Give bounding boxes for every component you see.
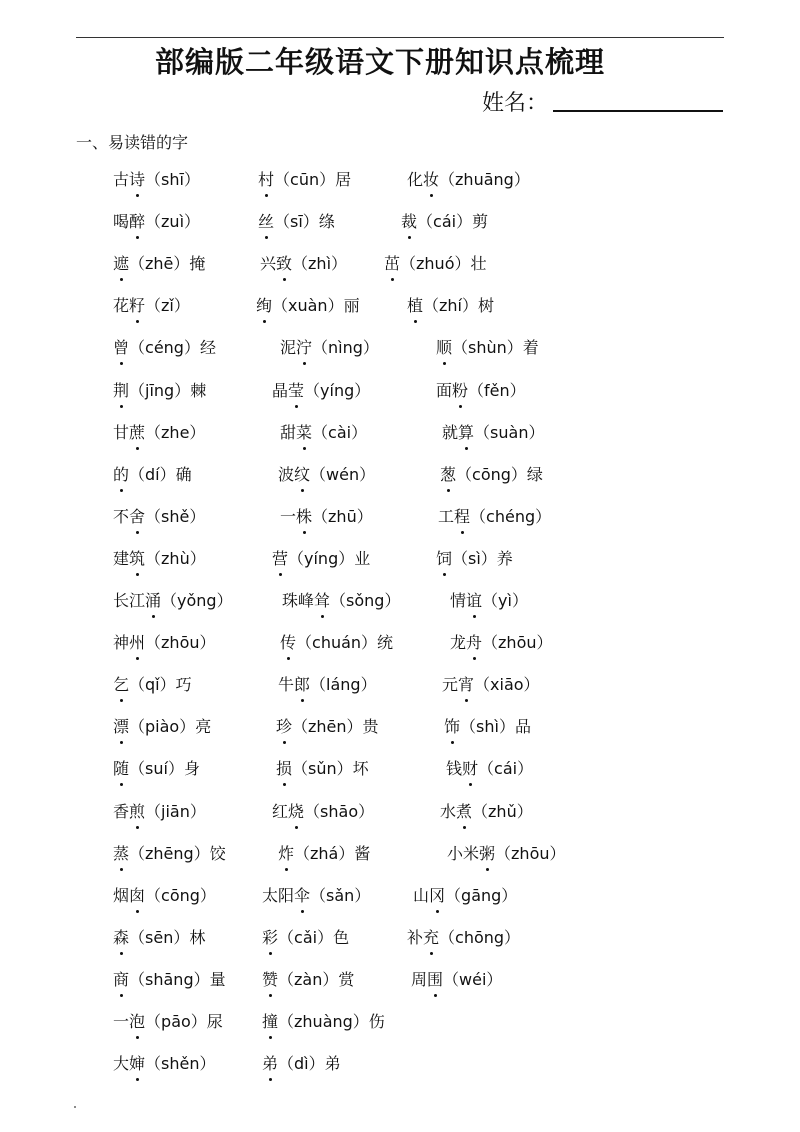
- marked-character: 蔗: [129, 423, 146, 442]
- word-prefix: 周: [411, 970, 428, 989]
- pinyin-annotation: （suàn）: [474, 423, 545, 442]
- word-entry: [262, 927, 349, 949]
- pinyin-annotation: （sǒng）: [330, 591, 401, 610]
- word-entry: [280, 337, 379, 359]
- word-entry: [407, 295, 494, 317]
- pinyin-annotation: （chōng）: [439, 928, 521, 947]
- word-entry: [113, 590, 233, 612]
- pinyin-annotation: （dì）弟: [278, 1054, 341, 1073]
- marked-character: 饰: [444, 717, 461, 736]
- marked-character: 传: [280, 633, 297, 652]
- pinyin-annotation: （nìng）: [312, 338, 379, 357]
- page-title: 部编版二年级语文下册知识点梳理: [154, 45, 605, 79]
- marked-character: 婶: [129, 1054, 146, 1073]
- pinyin-annotation: （zhū）: [312, 507, 373, 526]
- pinyin-annotation: （zǐ）: [145, 296, 190, 315]
- pinyin-annotation: （shāng）量: [129, 970, 226, 989]
- marked-character: 顺: [436, 338, 453, 357]
- word-entry: [407, 927, 520, 949]
- pinyin-annotation: （láng）: [310, 675, 377, 694]
- pinyin-annotation: （xuàn）丽: [272, 296, 360, 315]
- word-entry: [113, 506, 205, 528]
- marked-character: 宵: [458, 675, 475, 694]
- word-prefix: 大: [113, 1054, 130, 1073]
- marked-character: 煎: [129, 802, 146, 821]
- marked-character: 致: [276, 254, 293, 273]
- word-prefix: 一: [113, 1012, 130, 1031]
- marked-character: 粥: [479, 844, 496, 863]
- marked-character: 舍: [129, 507, 146, 526]
- marked-character: 烧: [288, 802, 305, 821]
- word-prefix: 山: [413, 886, 430, 905]
- marked-character: 损: [276, 759, 293, 778]
- word-entry: [256, 295, 360, 317]
- pinyin-annotation: （shěn）: [145, 1054, 216, 1073]
- marked-character: 漂: [113, 717, 130, 736]
- word-entry: [113, 253, 205, 275]
- pinyin-annotation: （shì）品: [460, 717, 531, 736]
- word-entry: [278, 674, 377, 696]
- word-prefix: 补: [407, 928, 424, 947]
- pinyin-annotation: （zhuàng）伤: [278, 1012, 385, 1031]
- top-rule: [76, 37, 724, 38]
- pinyin-annotation: （zhōu）: [482, 633, 553, 652]
- word-prefix: 龙: [450, 633, 467, 652]
- pinyin-annotation: （wéi）: [443, 970, 503, 989]
- marked-character: 冈: [429, 886, 446, 905]
- marked-character: 涌: [145, 591, 162, 610]
- pinyin-annotation: （wén）: [310, 465, 376, 484]
- word-prefix: 波: [278, 465, 295, 484]
- word-entry: [272, 801, 374, 823]
- marked-character: 充: [423, 928, 440, 947]
- word-entry: [444, 716, 531, 738]
- word-entry: [260, 253, 347, 275]
- word-prefix: 甘: [113, 423, 130, 442]
- marked-character: 郎: [294, 675, 311, 694]
- pinyin-annotation: （chuán）统: [296, 633, 394, 652]
- word-entry: [262, 885, 370, 907]
- marked-character: 炸: [278, 844, 295, 863]
- word-entry: [447, 843, 566, 865]
- marked-character: 纹: [294, 465, 311, 484]
- marked-character: 植: [407, 296, 424, 315]
- marked-character: 程: [454, 507, 471, 526]
- word-entry: [446, 758, 533, 780]
- marked-character: 曾: [113, 338, 130, 357]
- pinyin-annotation: （sī）绦: [274, 212, 335, 231]
- marked-character: 丝: [258, 212, 275, 231]
- pinyin-annotation: （zhōu）: [495, 844, 566, 863]
- word-prefix: 牛: [278, 675, 295, 694]
- pinyin-annotation: （cūn）居: [274, 170, 352, 189]
- word-entry: [272, 548, 370, 570]
- marked-character: 乞: [113, 675, 130, 694]
- word-prefix: 情: [450, 591, 467, 610]
- word-entry: [113, 295, 190, 317]
- marked-character: 妆: [423, 170, 440, 189]
- word-prefix: 晶: [272, 381, 289, 400]
- marked-character: 撞: [262, 1012, 279, 1031]
- word-prefix: 一: [280, 507, 297, 526]
- word-entry: [113, 464, 192, 486]
- word-entry: [113, 169, 200, 191]
- word-entry: [450, 632, 553, 654]
- name-label: 姓名：: [482, 91, 549, 116]
- word-entry: [442, 674, 540, 696]
- marked-character: 泡: [129, 1012, 146, 1031]
- pinyin-annotation: （yíng）: [304, 381, 371, 400]
- pinyin-annotation: （yíng）业: [288, 549, 371, 568]
- marked-character: 舟: [466, 633, 483, 652]
- marked-character: 弟: [262, 1054, 279, 1073]
- marked-character: 村: [258, 170, 275, 189]
- pinyin-annotation: （sǔn）坏: [292, 759, 369, 778]
- pinyin-annotation: （zhōu）: [145, 633, 216, 652]
- word-prefix: 钱: [446, 759, 463, 778]
- word-entry: [407, 169, 530, 191]
- pinyin-annotation: （sǎn）: [310, 886, 371, 905]
- word-prefix: 香: [113, 802, 130, 821]
- word-entry: [113, 422, 205, 444]
- pinyin-annotation: （zhá）酱: [294, 844, 371, 863]
- marked-character: 茁: [384, 254, 401, 273]
- word-entry: [276, 758, 369, 780]
- pinyin-annotation: （zhǔ）: [472, 802, 533, 821]
- pinyin-annotation: （cái）剪: [417, 212, 489, 231]
- pinyin-annotation: （zhí）树: [423, 296, 495, 315]
- pinyin-annotation: （jīng）棘: [129, 381, 207, 400]
- marked-character: 谊: [466, 591, 483, 610]
- word-entry: [384, 253, 487, 275]
- word-prefix: 元: [442, 675, 459, 694]
- pinyin-annotation: （zhe）: [145, 423, 206, 442]
- pinyin-annotation: （cǎi）色: [278, 928, 350, 947]
- word-prefix: 不: [113, 507, 130, 526]
- pinyin-annotation: （zhē）掩: [129, 254, 206, 273]
- word-entry: [113, 1011, 223, 1033]
- marked-character: 粉: [452, 381, 469, 400]
- pinyin-annotation: （cōng）绿: [456, 465, 543, 484]
- marked-character: 籽: [129, 296, 146, 315]
- marked-character: 诗: [129, 170, 146, 189]
- word-entry: [113, 380, 206, 402]
- marked-character: 莹: [288, 381, 305, 400]
- word-prefix: 化: [407, 170, 424, 189]
- pinyin-annotation: （zhēn）贵: [292, 717, 379, 736]
- pinyin-annotation: （zhì）: [292, 254, 348, 273]
- section-heading: 一、易读错的字: [76, 133, 189, 152]
- pinyin-annotation: （shě）: [145, 507, 206, 526]
- pinyin-annotation: （yì）: [482, 591, 528, 610]
- pinyin-annotation: （shùn）着: [452, 338, 539, 357]
- word-entry: [450, 590, 528, 612]
- page-dot: [74, 1106, 76, 1108]
- marked-character: 葱: [440, 465, 457, 484]
- pinyin-annotation: （sì）养: [452, 549, 513, 568]
- word-entry: [113, 337, 216, 359]
- pinyin-annotation: （zuì）: [145, 212, 201, 231]
- word-entry: [113, 632, 216, 654]
- word-prefix: 长江: [113, 591, 146, 610]
- word-entry: [436, 548, 513, 570]
- word-entry: [280, 632, 393, 654]
- marked-character: 的: [113, 465, 130, 484]
- word-entry: [440, 801, 533, 823]
- word-prefix: 小米: [447, 844, 480, 863]
- pinyin-annotation: （cài）: [312, 423, 368, 442]
- marked-character: 彩: [262, 928, 279, 947]
- pinyin-annotation: （shī）: [145, 170, 200, 189]
- marked-character: 赞: [262, 970, 279, 989]
- word-entry: [113, 674, 192, 696]
- word-entry: [440, 464, 543, 486]
- word-entry: [113, 211, 200, 233]
- word-entry: [276, 716, 379, 738]
- pinyin-annotation: （yǒng）: [161, 591, 233, 610]
- marked-character: 营: [272, 549, 289, 568]
- word-prefix: 红: [272, 802, 289, 821]
- word-entry: [442, 422, 544, 444]
- word-entry: [258, 211, 335, 233]
- marked-character: 商: [113, 970, 130, 989]
- marked-character: 筑: [129, 549, 146, 568]
- word-entry: [278, 464, 375, 486]
- word-entry: [278, 843, 370, 865]
- word-entry: [113, 801, 206, 823]
- word-prefix: 兴: [260, 254, 277, 273]
- marked-character: 饲: [436, 549, 453, 568]
- word-entry: [113, 548, 206, 570]
- word-prefix: 面: [436, 381, 453, 400]
- word-entry: [113, 1053, 216, 1075]
- word-entry: [411, 969, 502, 991]
- word-entry: [401, 211, 488, 233]
- word-entry: [280, 422, 367, 444]
- marked-character: 蒸: [113, 844, 130, 863]
- marked-character: 耸: [314, 591, 331, 610]
- pinyin-annotation: （zhuó）壮: [400, 254, 487, 273]
- word-prefix: 泥: [280, 338, 297, 357]
- name-blank-line: [553, 110, 723, 112]
- pinyin-annotation: （cái）: [478, 759, 534, 778]
- pinyin-annotation: （zhù）: [145, 549, 206, 568]
- marked-character: 遮: [113, 254, 130, 273]
- pinyin-annotation: （pāo）尿: [145, 1012, 223, 1031]
- pinyin-annotation: （gāng）: [445, 886, 518, 905]
- word-prefix: 古: [113, 170, 130, 189]
- word-prefix: 就: [442, 423, 459, 442]
- word-prefix: 神: [113, 633, 130, 652]
- pinyin-annotation: （qǐ）巧: [129, 675, 192, 694]
- pinyin-annotation: （zàn）赏: [278, 970, 355, 989]
- marked-character: 随: [113, 759, 130, 778]
- marked-character: 囱: [129, 886, 146, 905]
- word-entry: [258, 169, 351, 191]
- pinyin-annotation: （suí）身: [129, 759, 200, 778]
- word-entry: [113, 758, 200, 780]
- word-prefix: 甜: [280, 423, 297, 442]
- marked-character: 菜: [296, 423, 313, 442]
- pinyin-annotation: （fěn）: [468, 381, 526, 400]
- word-entry: [262, 1011, 385, 1033]
- word-entry: [262, 969, 354, 991]
- marked-character: 伞: [294, 886, 311, 905]
- pinyin-annotation: （jiān）: [145, 802, 206, 821]
- word-entry: [113, 843, 226, 865]
- word-prefix: 建: [113, 549, 130, 568]
- word-entry: [280, 506, 373, 528]
- word-prefix: 珠峰: [282, 591, 315, 610]
- marked-character: 森: [113, 928, 130, 947]
- word-entry: [282, 590, 400, 612]
- marked-character: 围: [427, 970, 444, 989]
- word-entry: [113, 885, 216, 907]
- marked-character: 绚: [256, 296, 273, 315]
- marked-character: 醉: [129, 212, 146, 231]
- pinyin-annotation: （sēn）林: [129, 928, 206, 947]
- pinyin-annotation: （shāo）: [304, 802, 375, 821]
- marked-character: 泞: [296, 338, 313, 357]
- pinyin-annotation: （cōng）: [145, 886, 216, 905]
- word-entry: [436, 337, 539, 359]
- marked-character: 裁: [401, 212, 418, 231]
- pinyin-annotation: （piào）亮: [129, 717, 212, 736]
- word-entry: [113, 716, 211, 738]
- word-prefix: 太阳: [262, 886, 295, 905]
- word-entry: [113, 969, 226, 991]
- word-prefix: 烟: [113, 886, 130, 905]
- pinyin-annotation: （zhēng）饺: [129, 844, 226, 863]
- pinyin-annotation: （xiāo）: [474, 675, 540, 694]
- marked-character: 株: [296, 507, 313, 526]
- word-prefix: 工: [438, 507, 455, 526]
- pinyin-annotation: （zhuāng）: [439, 170, 530, 189]
- marked-character: 财: [462, 759, 479, 778]
- word-prefix: 花: [113, 296, 130, 315]
- word-entry: [262, 1053, 341, 1075]
- word-prefix: 喝: [113, 212, 130, 231]
- word-entry: [272, 380, 370, 402]
- marked-character: 算: [458, 423, 475, 442]
- word-entry: [113, 927, 205, 949]
- pinyin-annotation: （dí）确: [129, 465, 192, 484]
- word-prefix: 水: [440, 802, 457, 821]
- word-entry: [436, 380, 526, 402]
- word-entry: [413, 885, 517, 907]
- marked-character: 州: [129, 633, 146, 652]
- pinyin-annotation: （céng）经: [129, 338, 216, 357]
- pinyin-annotation: （chéng）: [470, 507, 552, 526]
- marked-character: 荆: [113, 381, 130, 400]
- marked-character: 珍: [276, 717, 293, 736]
- marked-character: 煮: [456, 802, 473, 821]
- word-entry: [438, 506, 551, 528]
